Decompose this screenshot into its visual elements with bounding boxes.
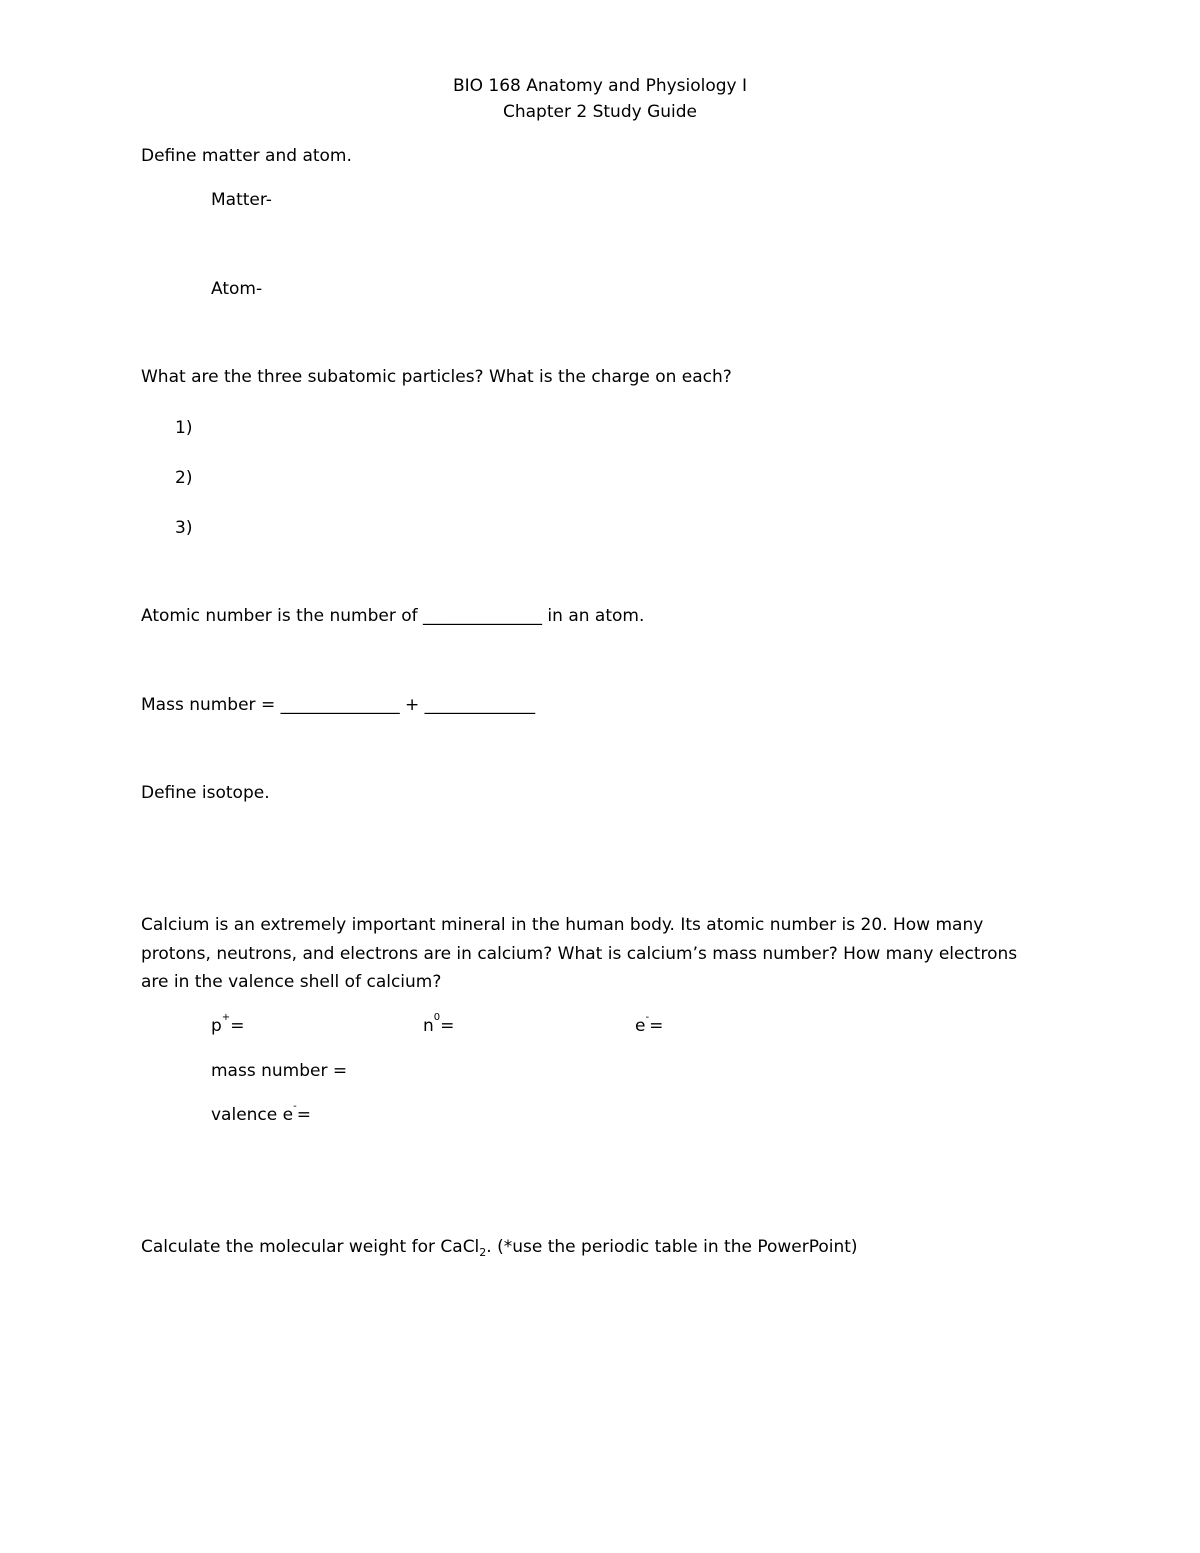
electron-equals: = [649,1016,664,1036]
atom-label: Atom- [211,279,263,299]
valence-charge: - [293,1101,297,1112]
guide-title: Chapter 2 Study Guide [503,102,697,122]
course-title: BIO 168 Anatomy and Physiology I [452,76,748,96]
question-define-isotope: Define isotope. [141,783,270,803]
valence-equals: = [296,1105,311,1125]
molecular-weight-text: Calculate the molecular weight for CaCl [141,1237,480,1257]
neutron-field [423,1012,455,1037]
valence-label: valence e [211,1105,294,1125]
list-item-2: 2) [175,468,193,488]
proton-equals: = [230,1016,245,1036]
electron-charge: - [645,1012,650,1023]
matter-label: Matter- [211,190,272,210]
calcium-paragraph-line-2: protons, neutrons, and electrons are in calcium? What is calcium’s mass number? How many electrons [141,944,1018,964]
neutron-charge: 0 [433,1012,441,1023]
proton-symbol: p [211,1016,222,1036]
molecular-weight-note: . (*use the periodic table in the PowerPoint) [486,1237,858,1257]
question-mass-number: Mass number = ______________ + _____________ [141,695,536,715]
proton-field [211,1012,245,1037]
proton-charge: + [221,1012,231,1023]
electron-symbol: e [635,1016,646,1036]
calcium-paragraph-line-3: are in the valence shell of calcium? [141,972,442,992]
list-item-1: 1) [175,418,193,438]
neutron-equals: = [440,1016,455,1036]
question-molecular-weight [141,1236,858,1258]
neutron-symbol: n [423,1016,434,1036]
mass-number-field: mass number = [211,1061,348,1081]
question-subatomic-particles: What are the three subatomic particles? What is the charge on each? [141,367,732,387]
electron-field [635,1012,664,1037]
question-atomic-number: Atomic number is the number of ______________ in an atom. [141,606,645,626]
list-item-3: 3) [175,518,193,538]
question-define-matter-atom: Define matter and atom. [141,146,352,166]
calcium-paragraph-line-1: Calcium is an extremely important mineral in the human body. Its atomic number is 20. How many [141,915,984,935]
chlorine-subscript: 2 [479,1246,487,1259]
valence-electron-field [211,1101,311,1126]
